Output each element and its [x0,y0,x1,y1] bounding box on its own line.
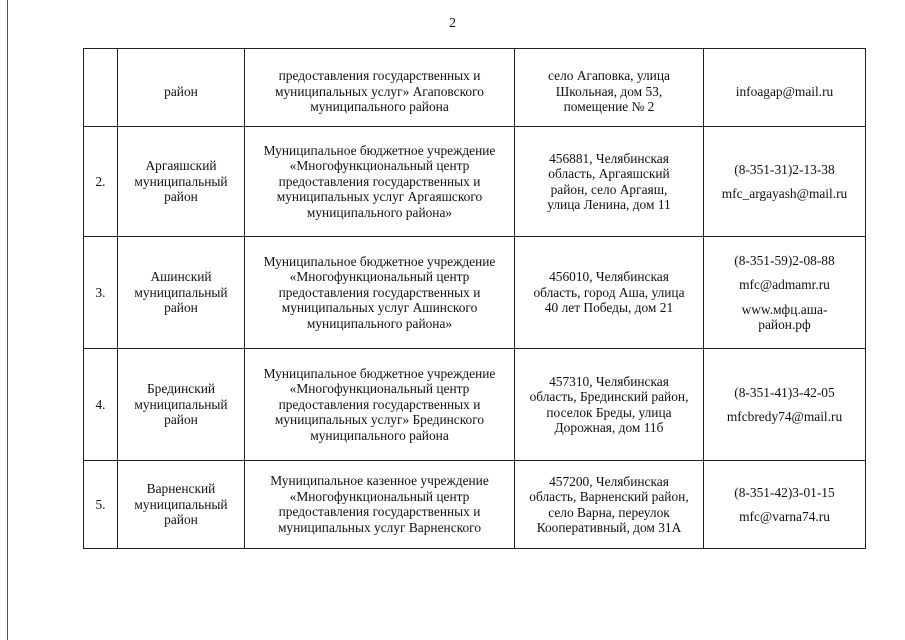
address-cell: 457200, Челябинская область, Варненский район, село Варна, переулок Кооперативный, дом 31А [515,461,704,549]
row-number-cell [84,49,118,127]
website-text: www.мфц.аша- [741,301,828,317]
page-number: 2 [449,16,456,31]
district-cell: район [118,49,245,127]
district-cell: Варненский муниципальный район [118,461,245,549]
contacts-cell [704,461,866,549]
phone-text: (8-351-42)3-01-15 [734,484,835,500]
email-text: mfc_argayash@mail.ru [721,186,848,201]
table-row [84,49,866,127]
phone-text: (8-351-31)2-13-38 [734,161,835,177]
phone-text: (8-351-41)3-42-05 [734,384,835,400]
institution-cell: предоставления государственных и муниципальных услуг» Агаповского муниципального района [245,49,515,127]
page-edge-line [7,0,8,640]
row-number-cell: 4. [84,349,118,461]
row-number-cell: 2. [84,127,118,237]
row-number-cell: 3. [84,237,118,349]
district-cell: Ашинский муниципальный район [118,237,245,349]
district-cell: Брединский муниципальный район [118,349,245,461]
website-text-cont: район.рф [758,317,811,332]
mfc-table [83,48,866,549]
address-cell: 456881, Челябинская область, Аргаяшский район, село Аргаяш, улица Ленина, дом 11 [515,127,704,237]
table-row [84,237,866,349]
address-cell: 456010, Челябинская область, город Аша, улица 40 лет Победы, дом 21 [515,237,704,349]
table-row [84,461,866,549]
contacts-cell [704,49,866,127]
contacts-cell [704,237,866,349]
email-text: infoagap@mail.ru [735,83,834,99]
district-cell: Аргаяшский муниципальный район [118,127,245,237]
address-cell: 457310, Челябинская область, Брединский район, поселок Бреды, улица Дорожная, дом 11б [515,349,704,461]
table-row [84,127,866,237]
institution-cell: Муниципальное бюджетное учреждение «Многофункциональный центр предоставления государственных и муниципальных услуг» Брединского муниципального района [245,349,515,461]
email-text: mfc@admamr.ru [739,277,830,292]
row-number-cell: 5. [84,461,118,549]
institution-cell: Муниципальное казенное учреждение «Многофункциональный центр предоставления государственных и муниципальных услуг Варненского [245,461,515,549]
contacts-cell [704,349,866,461]
phone-text: (8-351-59)2-08-88 [734,252,835,268]
email-text: mfc@varna74.ru [739,509,830,524]
address-cell: село Агаповка, улица Школьная, дом 53, помещение № 2 [515,49,704,127]
institution-cell: Муниципальное бюджетное учреждение «Многофункциональный центр предоставления государственных и муниципальных услуг Аргаяшского муниципального района» [245,127,515,237]
contacts-cell [704,127,866,237]
table-row [84,349,866,461]
email-text: mfcbredy74@mail.ru [726,409,843,424]
institution-cell: Муниципальное бюджетное учреждение «Многофункциональный центр предоставления государственных и муниципальных услуг Ашинского муниципального района» [245,237,515,349]
